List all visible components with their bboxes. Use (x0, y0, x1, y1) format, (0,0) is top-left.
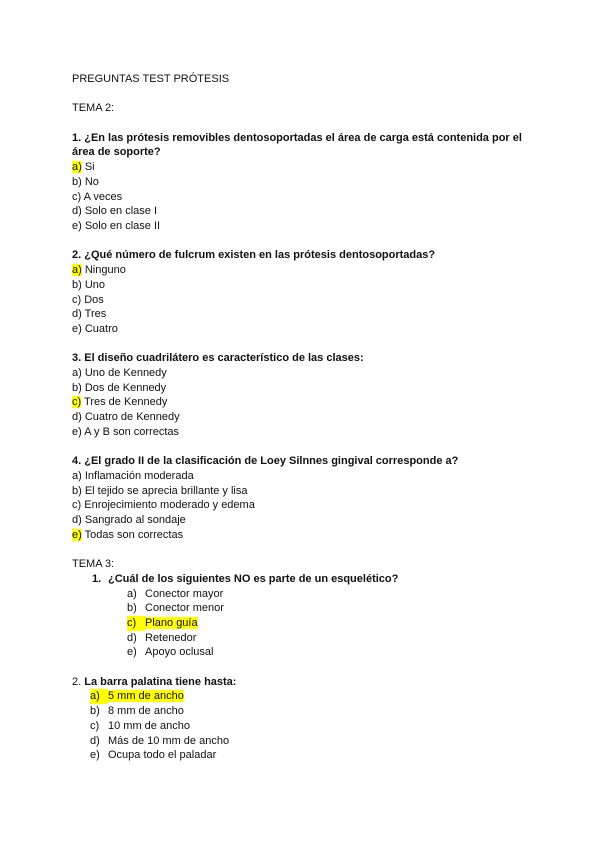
answer-option (72, 278, 542, 293)
answer-option (72, 469, 542, 484)
tema-3-question-1 (72, 572, 542, 660)
answer-option (72, 734, 542, 749)
option-text: Plano guía (145, 616, 198, 629)
option-text: Tres de Kennedy (84, 396, 168, 409)
answer-option (72, 263, 542, 278)
option-letter: c) (90, 719, 100, 732)
option-text: Cuatro de Kennedy (84, 411, 180, 424)
option-letter: d) (72, 411, 82, 424)
tema-3-heading: TEMA 3: (72, 558, 115, 571)
option-text: Conector mayor (145, 587, 224, 600)
option-letter: e) (72, 528, 82, 541)
answer-option (72, 704, 542, 719)
answer-option (72, 631, 542, 646)
option-letter: a) (72, 367, 82, 379)
document-page (72, 72, 542, 778)
answer-option (72, 645, 542, 660)
option-text: Sangrado al sondaje (84, 514, 186, 527)
tema-3-question-2 (72, 675, 542, 763)
option-letter: e) (72, 220, 82, 232)
question-label: ¿Cuál de los siguientes NO es parte de un esquelético? (108, 572, 399, 585)
answer-option (72, 484, 542, 499)
option-text: Apoyo oclusal (145, 646, 214, 659)
answer-option (72, 307, 542, 322)
option-text: El tejido se aprecia brillante y lisa (84, 484, 248, 497)
question-text (72, 572, 542, 587)
option-letter: a) (72, 469, 82, 482)
option-text: Retenedor (145, 631, 197, 644)
option-text: Dos de Kennedy (84, 381, 167, 394)
option-letter: d) (72, 308, 82, 321)
option-text: 8 mm de ancho (108, 705, 184, 718)
document-title: PREGUNTAS TEST PRÓTESIS (72, 73, 230, 85)
option-text: A veces (83, 190, 123, 203)
option-letter: c) (72, 396, 82, 409)
option-letter: a) (72, 264, 82, 277)
tema-2-heading: TEMA 2: (72, 102, 115, 115)
option-letter: b) (72, 175, 82, 188)
answer-option (72, 616, 542, 631)
option-letter: c) (72, 293, 82, 306)
option-letter: e) (72, 322, 82, 335)
option-letter: e) (72, 425, 82, 438)
option-text: Uno (84, 278, 106, 291)
answer-option (72, 601, 542, 616)
option-text: Si (84, 161, 95, 174)
option-text: Ocupa todo el paladar (108, 749, 217, 762)
option-letter: a) (127, 587, 137, 600)
option-text: Más de 10 mm de ancho (108, 734, 230, 747)
answer-option (72, 410, 542, 425)
option-letter: d) (72, 514, 82, 527)
answer-option (72, 175, 542, 190)
question-number: 1. (92, 572, 102, 585)
question-text: 2. ¿Qué número de fulcrum existen en las prótesis dentosoportadas? (72, 249, 436, 262)
answer-option (72, 425, 542, 440)
answer-option (72, 204, 542, 219)
option-letter: b) (72, 278, 82, 291)
option-text: Cuatro (84, 322, 118, 335)
question-text: 3. El diseño cuadrilátero es característico de las clases: (72, 352, 364, 365)
option-letter: c) (127, 616, 145, 631)
option-text: Solo en clase II (84, 220, 161, 232)
option-letter: a) (72, 161, 82, 174)
answer-option (72, 689, 542, 704)
option-letter: a) (90, 689, 108, 704)
option-letter: d) (90, 734, 100, 747)
answer-option (72, 366, 542, 381)
option-text: 10 mm de ancho (108, 719, 190, 732)
tema-2-question-2 (72, 248, 542, 336)
option-letter: e) (127, 646, 137, 659)
question-text: 1. ¿En las prótesis removibles dentosoportadas el área de carga está contenida por el área de soporte? (72, 131, 522, 159)
option-text: Uno de Kennedy (84, 367, 167, 379)
option-text: No (84, 175, 99, 188)
option-text: Ninguno (84, 264, 126, 277)
option-letter: c) (72, 190, 82, 203)
option-text: Conector menor (145, 602, 224, 615)
answer-option (72, 381, 542, 396)
option-text: Tres (84, 308, 107, 321)
tema-2-question-1 (72, 131, 542, 234)
answer-option (72, 498, 542, 513)
answer-option (72, 160, 542, 175)
answer-option (72, 190, 542, 205)
tema-2-questions (72, 131, 542, 543)
tema-2-question-4 (72, 454, 542, 542)
option-text: Solo en clase I (84, 205, 157, 218)
option-text: Inflamación moderada (84, 469, 194, 482)
answer-option (72, 528, 542, 543)
answer-option (72, 748, 542, 763)
option-text: A y B son correctas (84, 425, 179, 438)
option-letter: b) (90, 705, 100, 718)
option-letter: e) (90, 749, 100, 762)
question-text (72, 675, 542, 690)
option-text: Enrojecimiento moderado y edema (84, 499, 255, 512)
option-letter: d) (127, 631, 137, 644)
option-letter: c) (72, 499, 82, 512)
answer-option (72, 395, 542, 410)
question-text: 4. ¿El grado II de la clasificación de Loey Silnnes gingival corresponde a? (72, 455, 459, 468)
option-letter: b) (72, 381, 82, 394)
answer-option (72, 293, 542, 308)
option-letter: b) (127, 602, 137, 615)
answer-option (72, 513, 542, 528)
answer-option (72, 719, 542, 734)
question-number: 2. (72, 675, 82, 688)
answer-option (72, 219, 542, 234)
option-text: Todas son correctas (84, 528, 184, 541)
option-text: Dos (84, 293, 104, 306)
answer-option (72, 322, 542, 337)
tema-2-question-3 (72, 351, 542, 439)
option-letter: d) (72, 205, 82, 218)
question-label: La barra palatina tiene hasta: (84, 675, 237, 688)
option-letter: b) (72, 484, 82, 497)
answer-option (72, 587, 542, 602)
option-text: 5 mm de ancho (108, 690, 184, 703)
